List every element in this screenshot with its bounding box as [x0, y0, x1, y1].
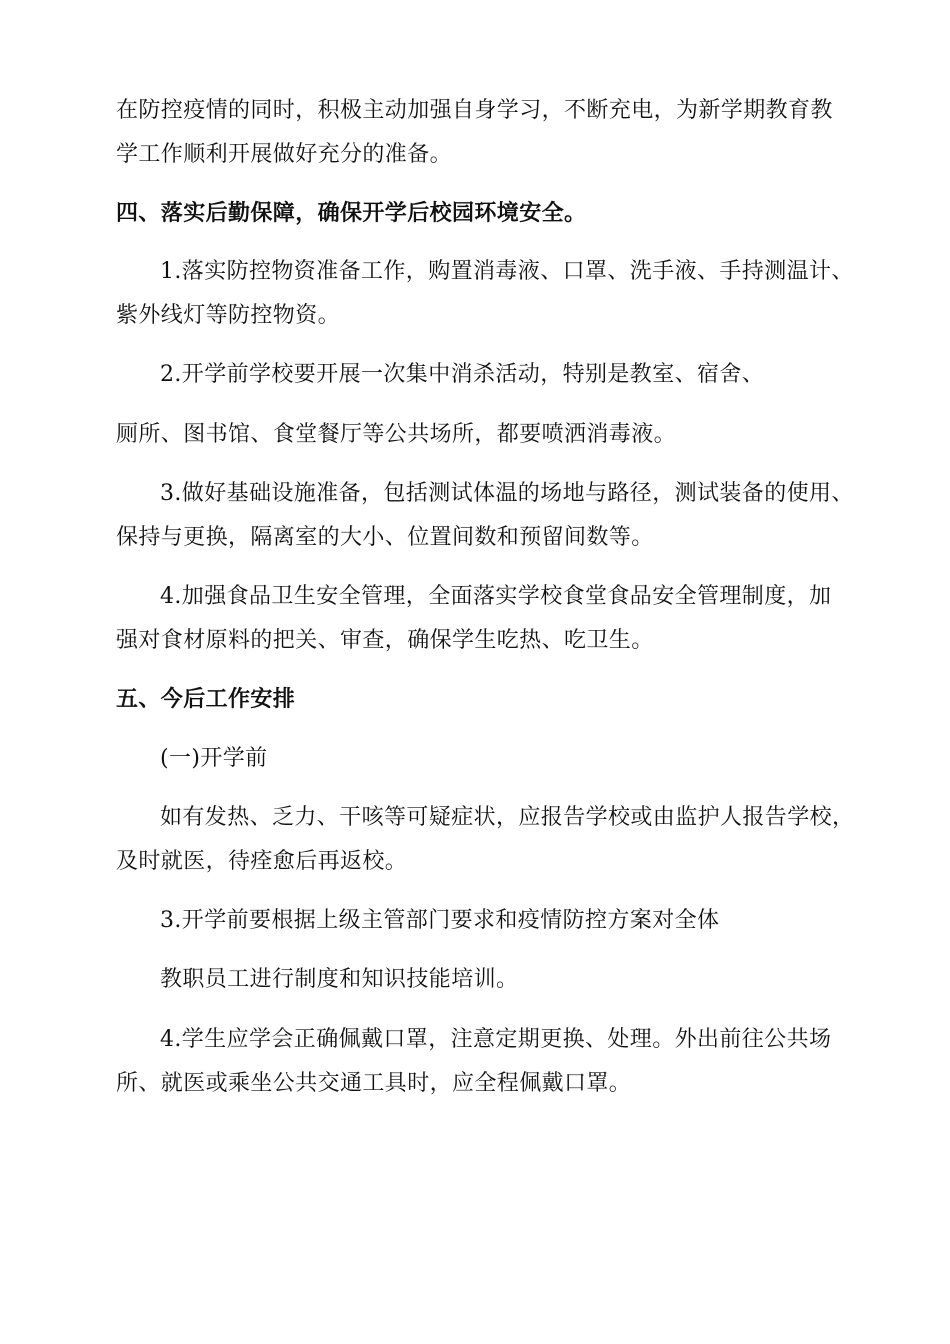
item-2-line-1: 2.开学前学校要开展一次集中消杀活动，特别是教室、宿舍、 — [160, 362, 765, 387]
item-3-line-1: 3.做好基础设施准备，包括测试体温的场地与路径，测试装备的使用、 — [160, 481, 854, 506]
item-3-line-2: 保持与更换，隔离室的大小、位置间数和预留间数等。 — [116, 525, 654, 550]
item-1-line-1: 1.落实防控物资准备工作，购置消毒液、口罩、洗手液、手持测温计、 — [160, 259, 854, 284]
subsection-1-paragraph-line-2: 及时就医，待痊愈后再返校。 — [116, 849, 408, 874]
intro-paragraph-line-1: 在防控疫情的同时，积极主动加强自身学习，不断充电，为新学期教育教 — [116, 98, 833, 123]
item-4-line-2: 强对食材原料的把关、审查，确保学生吃热、吃卫生。 — [116, 628, 654, 653]
subsection-1-heading: (一)开学前 — [160, 746, 268, 771]
subsection-1-paragraph-line-1: 如有发热、乏力、干咳等可疑症状，应报告学校或由监护人报告学校， — [160, 805, 855, 830]
item-4-line-1: 4.加强食品卫生安全管理，全面落实学校食堂食品安全管理制度，加 — [160, 584, 832, 609]
item-2-line-2: 厕所、图书馆、食堂餐厅等公共场所，都要喷洒消毒液。 — [116, 422, 677, 447]
intro-paragraph-line-2: 学工作顺利开展做好充分的准备。 — [116, 142, 453, 167]
item-1-line-2: 紫外线灯等防控物资。 — [116, 303, 341, 328]
subsection-1-item-3-line-1: 3.开学前要根据上级主管部门要求和疫情防控方案对全体 — [160, 908, 720, 933]
subsection-1-item-3-line-2: 教职员工进行制度和知识技能培训。 — [160, 967, 519, 992]
subsection-1-item-4-line-1: 4.学生应学会正确佩戴口罩，注意定期更换、处理。外出前往公共场 — [160, 1027, 832, 1052]
section-5-heading: 五、今后工作安排 — [116, 687, 296, 712]
subsection-1-item-4-line-2: 所、就医或乘坐公共交通工具时，应全程佩戴口罩。 — [116, 1071, 632, 1096]
section-4-heading: 四、落实后勤保障，确保开学后校园环境安全。 — [116, 201, 587, 226]
